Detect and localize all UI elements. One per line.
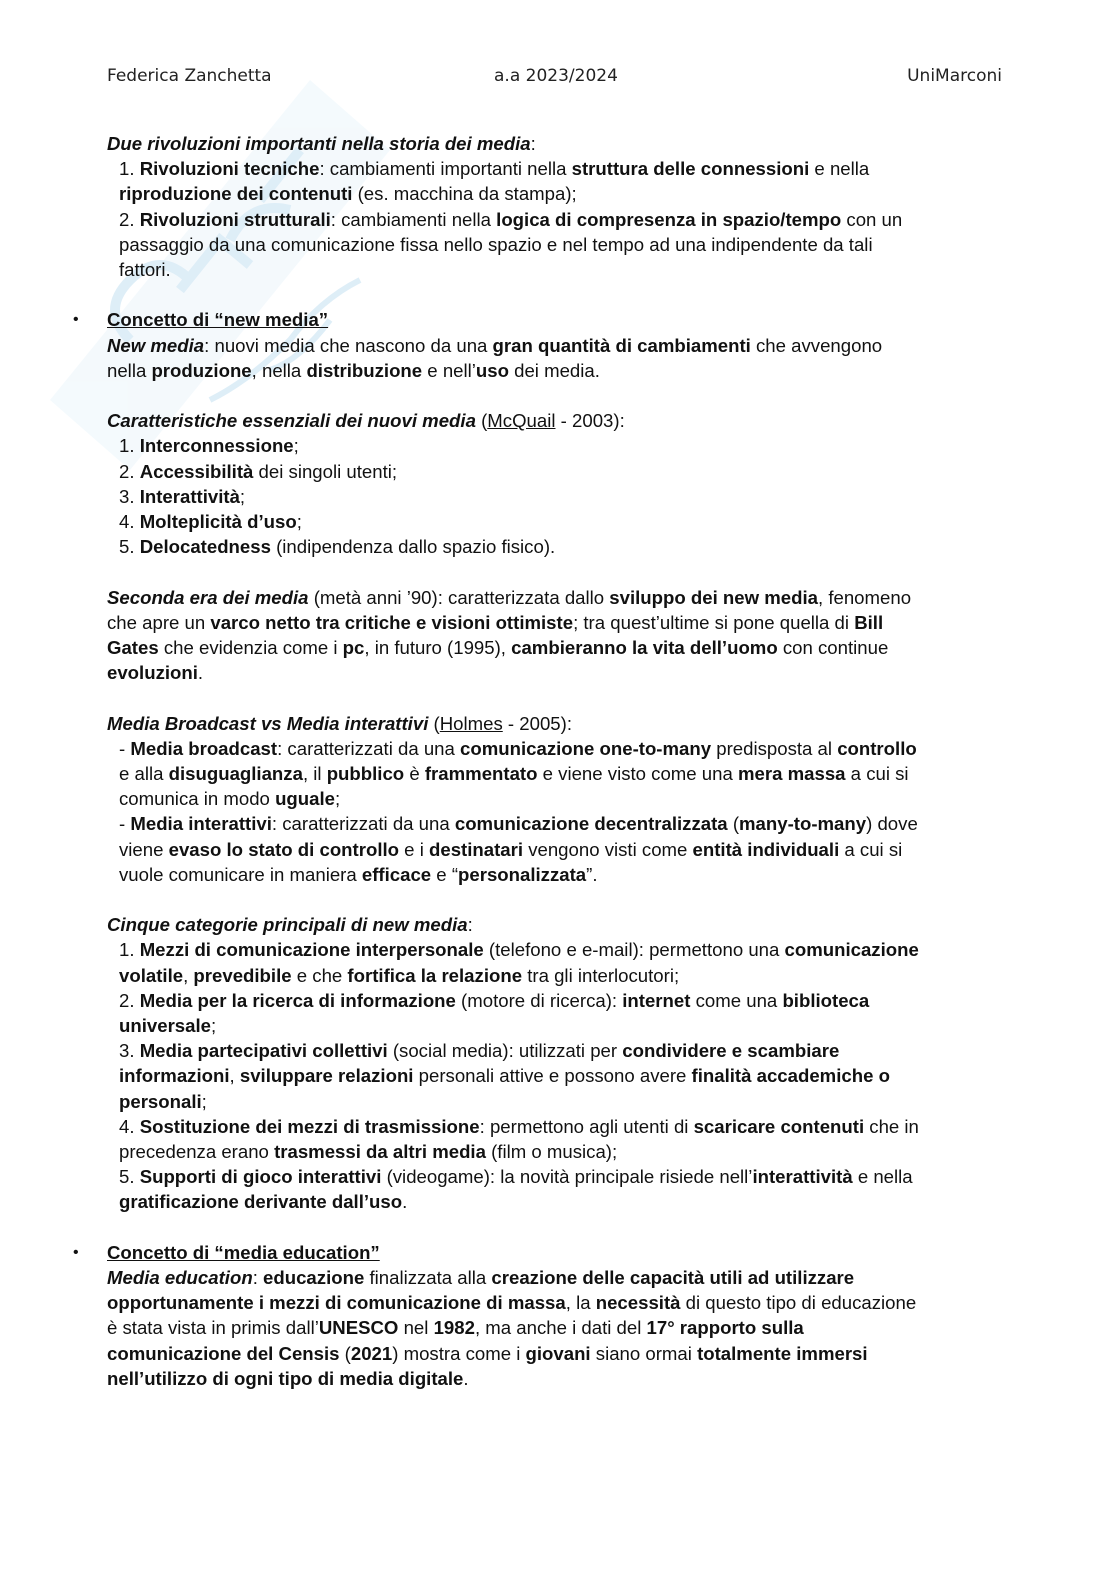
list-item <box>107 433 1007 458</box>
text-segment: : cambiamenti nella <box>330 208 497 230</box>
text-segment: tra gli interlocutori; <box>522 964 680 986</box>
text-segment: uguale <box>275 788 335 810</box>
text-segment: come una <box>690 989 783 1011</box>
text-segment: e nella <box>852 1166 913 1188</box>
text-segment: Media per la ricerca di informazione <box>139 989 456 1011</box>
text-segment: , la <box>565 1292 596 1314</box>
text-segment: - <box>119 737 131 759</box>
text-segment: , fenomeno <box>818 586 912 608</box>
text-segment: (videogame): la novità principale risiede nell’ <box>381 1166 753 1188</box>
text-segment: ) dove <box>866 813 918 835</box>
text-segment: sviluppare relazioni <box>239 1065 414 1087</box>
text-segment: che in <box>864 1115 919 1137</box>
text-segment: ”. <box>586 863 598 885</box>
text-segment: : <box>467 914 473 936</box>
text-segment: - 2005): <box>502 712 573 734</box>
text-line <box>107 837 1007 862</box>
text-line <box>107 635 1007 660</box>
text-segment: Cinque categorie principali di new media <box>107 914 468 936</box>
text-segment: entità individuali <box>692 838 840 860</box>
text-segment: ; <box>239 485 246 507</box>
text-segment: e nella <box>809 158 870 180</box>
text-segment: interattività <box>752 1166 853 1188</box>
text-segment: trasmessi da altri media <box>274 1141 486 1163</box>
text-segment: : permettono agli utenti di <box>479 1115 694 1137</box>
text-segment: ( <box>475 410 488 432</box>
text-segment: Media broadcast <box>130 737 278 759</box>
text-segment: Gates <box>107 637 159 659</box>
text-segment: , il <box>302 763 327 785</box>
text-segment: varco netto tra critiche e visioni ottimiste <box>210 611 574 633</box>
list-item <box>107 988 1007 1013</box>
text-segment: , nella <box>251 359 307 381</box>
text-segment: disuguaglianza <box>168 763 303 785</box>
text-segment: prevedibile <box>193 964 292 986</box>
text-segment: : <box>530 133 536 154</box>
list-item <box>107 484 1007 509</box>
text-segment: destinatari <box>429 838 524 860</box>
text-segment: Media partecipativi collettivi <box>139 1040 388 1062</box>
text-segment: - <box>119 813 131 835</box>
text-segment: 2. <box>119 208 140 230</box>
list-item <box>107 1013 1007 1038</box>
text-segment: con un <box>841 208 903 230</box>
text-segment: sviluppo dei new media <box>609 586 818 608</box>
list-item <box>107 459 1007 484</box>
text-segment: , ma anche i dati del <box>474 1317 647 1339</box>
text-segment: , <box>183 964 194 986</box>
text-segment: Mezzi di comunicazione interpersonale <box>139 939 484 961</box>
text-segment: nel <box>398 1317 434 1339</box>
text-segment: : caratterizzati da una <box>271 813 455 835</box>
text-segment: ; <box>201 1090 207 1112</box>
text-segment: 2. <box>119 460 140 482</box>
text-line <box>107 786 1007 811</box>
text-segment: informazioni <box>119 1065 230 1087</box>
list-item <box>107 1038 1007 1063</box>
text-segment: 5. <box>119 536 140 558</box>
text-segment: uso <box>475 359 509 381</box>
text-segment: efficace <box>361 863 432 885</box>
text-line <box>107 811 1007 836</box>
text-segment: 1982 <box>433 1317 475 1339</box>
list-item <box>107 1189 1007 1214</box>
text-line <box>107 333 1007 358</box>
text-line <box>107 736 1007 761</box>
text-segment: 1. <box>119 435 140 457</box>
text-line <box>107 1265 1007 1290</box>
text-segment: Accessibilità <box>139 460 254 482</box>
text-line <box>107 156 1007 181</box>
text-segment: vuole comunicare in maniera <box>119 863 362 885</box>
text-segment: precedenza erano <box>119 1141 275 1163</box>
list-item <box>107 1063 1007 1088</box>
text-segment: produzione <box>151 359 252 381</box>
text-segment: many-to-many <box>739 813 867 835</box>
text-segment: Concetto di “media education” <box>107 1241 380 1263</box>
text-segment: comunicazione <box>784 939 919 961</box>
text-line <box>107 358 1007 383</box>
text-segment: (social media): utilizzati per <box>387 1040 623 1062</box>
text-segment: Concetto di “new media” <box>107 309 329 331</box>
text-segment: 1. <box>119 158 140 180</box>
text-segment: Seconda era dei media <box>107 586 309 608</box>
text-segment: e che <box>291 964 348 986</box>
text-segment: Due rivoluzioni importanti nella storia dei media <box>107 133 531 154</box>
text-segment: : caratterizzati da una <box>277 737 461 759</box>
text-segment: dei media. <box>508 359 600 381</box>
text-segment: e “ <box>431 863 459 885</box>
text-segment: ; <box>296 511 302 533</box>
text-segment: McQuail <box>487 410 556 432</box>
text-line <box>107 232 1007 257</box>
text-segment: (indipendenza dallo spazio fisico). <box>270 536 556 558</box>
text-segment: Sostituzione dei mezzi di trasmissione <box>139 1115 480 1137</box>
text-segment: ; <box>211 1015 217 1037</box>
text-segment: universale <box>119 1015 211 1037</box>
text-line <box>107 1290 1007 1315</box>
text-segment: pc <box>342 637 365 659</box>
text-segment: Supporti di gioco interattivi <box>139 1166 382 1188</box>
text-segment: (motore di ricerca): <box>455 989 623 1011</box>
text-segment: ; tra quest’ultime si pone quella di <box>573 611 855 633</box>
text-segment: , in futuro (1995), <box>364 637 512 659</box>
list-item <box>107 509 1007 534</box>
text-segment: Holmes <box>439 712 503 734</box>
text-line <box>107 1315 1007 1340</box>
header-author: Federica Zanchetta <box>107 66 272 86</box>
text-segment: Caratteristiche essenziali dei nuovi media <box>107 410 476 432</box>
text-segment: : nuovi media che nascono da una <box>204 334 493 356</box>
text-segment: nella <box>107 359 152 381</box>
text-segment: personalizzata <box>458 863 587 885</box>
text-segment: . <box>463 1367 469 1389</box>
text-line <box>107 181 1007 206</box>
text-segment: a cui si <box>845 763 909 785</box>
text-segment: finalità accademiche o <box>691 1065 890 1087</box>
text-segment: evoluzioni <box>107 662 198 684</box>
text-segment: internet <box>622 989 691 1011</box>
text-segment: cambieranno la vita dell’uomo <box>511 637 778 659</box>
text-segment: 5. <box>119 1166 140 1188</box>
text-segment: fattori. <box>119 259 171 281</box>
text-segment: 4. <box>119 511 140 533</box>
text-line <box>107 207 1007 232</box>
text-segment: mera massa <box>738 763 846 785</box>
text-segment: gran quantità di cambiamenti <box>492 334 751 356</box>
text-segment: Rivoluzioni tecniche <box>139 158 320 180</box>
list-item <box>107 1114 1007 1139</box>
list-item <box>107 1089 1007 1114</box>
text-segment: e viene visto come una <box>537 763 738 785</box>
text-segment: Delocatedness <box>139 536 271 558</box>
text-segment: evaso lo stato di controllo <box>168 838 400 860</box>
text-segment: frammentato <box>424 763 538 785</box>
text-segment: Media interattivi <box>130 813 272 835</box>
text-segment: comunicazione del Censis <box>107 1342 340 1364</box>
text-segment: che apre un <box>107 611 211 633</box>
text-segment: 17° rapporto sulla <box>646 1317 804 1339</box>
document-body <box>107 131 1007 1391</box>
text-segment: logica di compresenza in spazio/tempo <box>496 208 842 230</box>
text-segment: totalmente immersi <box>697 1342 868 1364</box>
text-line <box>107 660 1007 685</box>
text-segment: che evidenzia come i <box>158 637 343 659</box>
text-segment: 1. <box>119 939 140 961</box>
text-line <box>107 131 1007 156</box>
list-item <box>107 1164 1007 1189</box>
text-segment: riproduzione dei contenuti <box>119 183 353 205</box>
text-segment: ( <box>339 1342 351 1364</box>
list-item <box>107 1139 1007 1164</box>
text-segment: educazione <box>263 1267 365 1289</box>
text-segment: struttura delle connessioni <box>571 158 810 180</box>
text-segment: giovani <box>525 1342 591 1364</box>
header-academic-year: a.a 2023/2024 <box>494 66 618 86</box>
text-segment: (telefono e e-mail): permettono una <box>483 939 785 961</box>
text-segment: siano ormai <box>590 1342 698 1364</box>
text-segment: 4. <box>119 1115 140 1137</box>
text-segment: passaggio da una comunicazione fissa nello spazio e nel tempo ad una indipendente da tali <box>119 233 873 255</box>
text-segment: (es. macchina da stampa); <box>352 183 577 205</box>
text-segment: con continue <box>777 637 889 659</box>
text-segment: 3. <box>119 1040 140 1062</box>
text-segment: 2021 <box>350 1342 393 1364</box>
text-segment: è <box>404 763 425 785</box>
text-segment: scaricare contenuti <box>693 1115 865 1137</box>
section-heading-new-media <box>107 307 1007 332</box>
list-item <box>107 937 1007 962</box>
text-segment: , <box>229 1065 240 1087</box>
text-segment: e alla <box>119 763 169 785</box>
text-segment: 2. <box>119 989 140 1011</box>
text-segment: UNESCO <box>318 1317 399 1339</box>
text-segment: Bill <box>854 611 884 633</box>
text-segment: ( <box>428 712 440 734</box>
text-segment: (metà anni ’90): caratterizzata dallo <box>308 586 610 608</box>
text-line <box>107 610 1007 635</box>
text-segment: viene <box>119 838 169 860</box>
text-segment: biblioteca <box>782 989 870 1011</box>
text-segment: e nell’ <box>422 359 476 381</box>
text-segment: (film o musica); <box>485 1141 618 1163</box>
text-segment: vengono visti come <box>523 838 693 860</box>
text-segment: comunica in modo <box>119 788 276 810</box>
text-segment: predisposta al <box>711 737 838 759</box>
text-segment: ) mostra come i <box>392 1342 526 1364</box>
text-line <box>107 1366 1007 1391</box>
text-line <box>107 761 1007 786</box>
text-segment: necessità <box>595 1292 681 1314</box>
text-segment: opportunamente i mezzi di comunicazione di massa <box>107 1292 566 1314</box>
text-segment: che avvengono <box>750 334 883 356</box>
list-item <box>107 963 1007 988</box>
text-line <box>107 1341 1007 1366</box>
text-segment: comunicazione one-to-many <box>460 737 712 759</box>
text-segment: è stata vista in primis dall’ <box>107 1317 319 1339</box>
text-segment: finalizzata alla <box>364 1267 492 1289</box>
text-segment: nell’utilizzo di ogni tipo di media digitale <box>107 1367 464 1389</box>
text-segment: ; <box>334 788 341 810</box>
text-segment: fortifica la relazione <box>347 964 523 986</box>
text-segment: Rivoluzioni strutturali <box>139 208 331 230</box>
text-segment: ; <box>293 435 299 457</box>
text-segment: a cui si <box>839 838 903 860</box>
text-segment: pubblico <box>326 763 405 785</box>
text-segment: . <box>402 1191 408 1213</box>
text-segment: - 2003): <box>555 410 625 432</box>
header-university: UniMarconi <box>907 66 1002 86</box>
text-line <box>107 912 1007 937</box>
page-header <box>0 66 1116 92</box>
text-segment: dei singoli utenti; <box>253 460 398 482</box>
text-segment: e i <box>399 838 429 860</box>
text-segment: controllo <box>837 737 917 759</box>
text-segment: volatile <box>119 964 184 986</box>
text-line <box>107 257 1007 282</box>
text-segment: personali <box>119 1090 202 1112</box>
list-item <box>107 534 1007 559</box>
text-segment: : <box>252 1267 264 1289</box>
text-segment: personali attive e possono avere <box>413 1065 692 1087</box>
text-segment: : cambiamenti importanti nella <box>319 158 572 180</box>
text-segment: di questo tipo di educazione <box>680 1292 917 1314</box>
text-segment: Media education <box>107 1267 253 1289</box>
text-segment: ( <box>727 813 740 835</box>
text-segment: distribuzione <box>306 359 423 381</box>
text-line <box>107 585 1007 610</box>
text-line <box>107 862 1007 887</box>
text-segment: 3. <box>119 485 140 507</box>
text-segment: condividere e scambiare <box>622 1040 840 1062</box>
text-segment: Molteplicità d’uso <box>139 511 297 533</box>
text-segment: gratificazione derivante dall’uso <box>119 1191 403 1213</box>
text-segment: . <box>197 662 204 684</box>
text-segment: Interconnessione <box>139 435 294 457</box>
text-segment: creazione delle capacità utili ad utilizzare <box>491 1267 855 1289</box>
text-line <box>107 711 1007 736</box>
text-segment: Interattività <box>139 485 240 507</box>
text-segment: Media Broadcast vs Media interattivi <box>107 712 429 734</box>
text-segment: New media <box>107 334 205 356</box>
text-segment: comunicazione decentralizzata <box>454 813 728 835</box>
text-line <box>107 408 1007 433</box>
section-heading-media-education <box>107 1240 1007 1265</box>
